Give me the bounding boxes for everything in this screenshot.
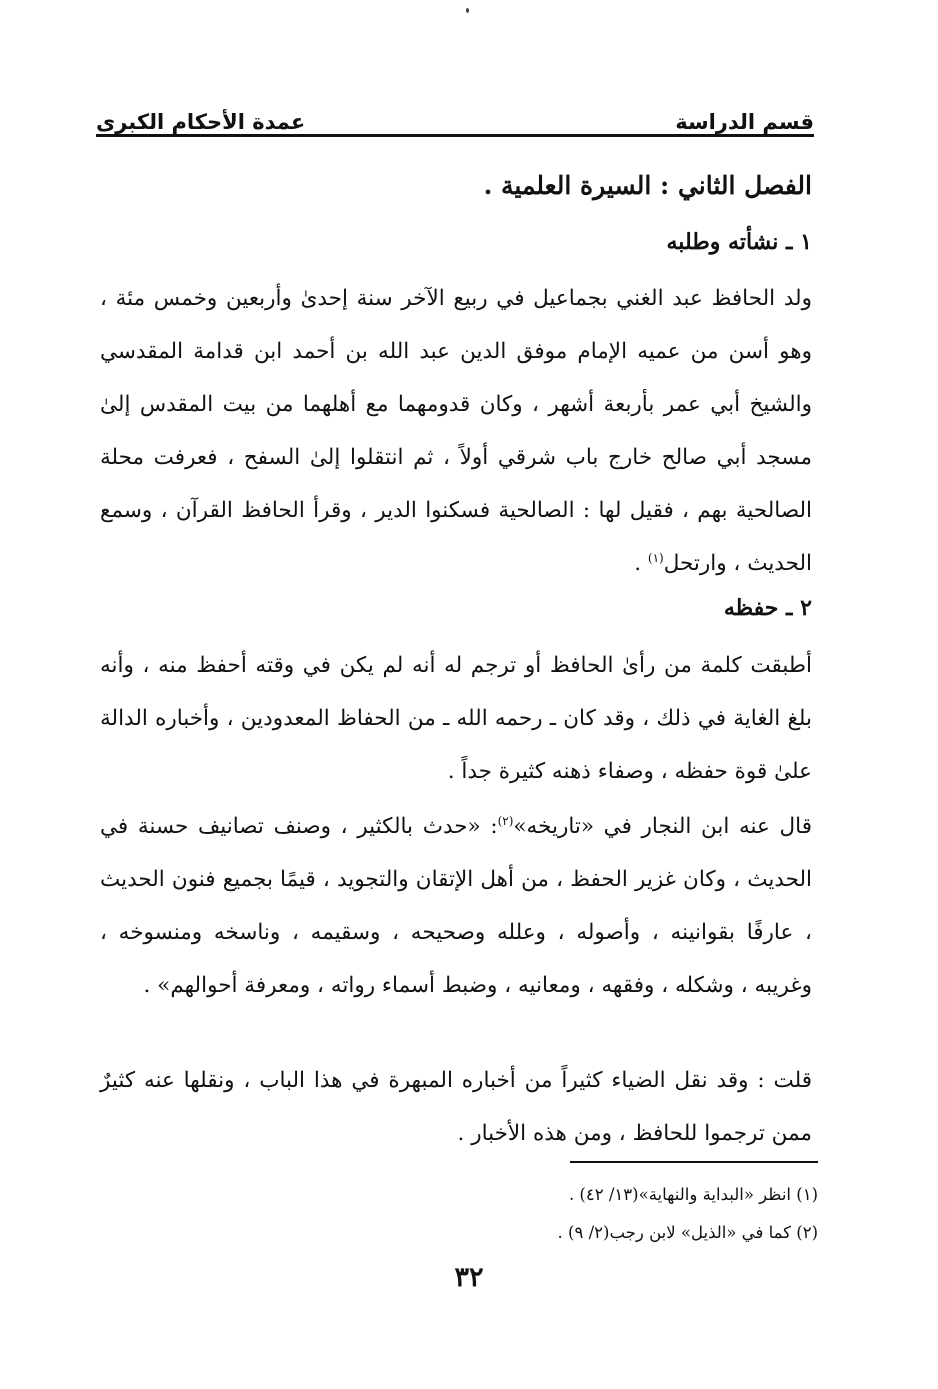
header-book-title: عمدة الأحكام الكبرى xyxy=(96,110,306,134)
page-number: ٣٢ xyxy=(454,1262,484,1293)
section-heading-upbringing: ١ ـ نشأته وطلبه xyxy=(666,229,812,255)
paragraph-end: . xyxy=(634,551,648,576)
paragraph-text: ولد الحافظ عبد الغني بجماعيل في ربيع الآخر سنة إحدىٰ وأربعين وخمس مئة ، وهو أسن من عميه الإمام موفق الدين عبد الله بن أحمد ابن قدامة المقدسي والشيخ أبي عمر بأربعة أشهر ، وكان قدومهما مع أهلهما من بيت المقدس إلىٰ مسجد أبي صالح خارج باب شرقي أولاً ، ثم انتقلوا إلىٰ السفح ، فعرفت محلة الصالحية بهم ، فقيل لها : الصالحية فسكنوا الدير ، وقرأ الحافظ القرآن ، وسمع الحديث ، وارتحل xyxy=(100,286,812,576)
header-section-title: قسم الدراسة xyxy=(675,110,814,134)
paragraph-upbringing xyxy=(100,272,812,590)
footnote-ref-1[interactable]: (١) xyxy=(647,550,664,565)
footnote-rule xyxy=(570,1161,818,1163)
chapter-title: الفصل الثاني : السيرة العلمية . xyxy=(483,171,812,200)
footnote-ref-2[interactable]: (٢) xyxy=(497,813,514,828)
section-heading-memory: ٢ ـ حفظه xyxy=(723,595,812,621)
header-rule xyxy=(96,134,814,137)
footnote-1: (١) انظر «البداية والنهاية»(١٣/ ٤٢) . xyxy=(568,1185,818,1204)
scan-mark xyxy=(466,8,469,13)
paragraph-memory-3: قلت : وقد نقل الضياء كثيراً من أخباره المبهرة في هذا الباب ، ونقلها عنه كثيرٌ ممن ترجموا للحافظ ، ومن هذه الأخبار . xyxy=(100,1068,812,1146)
paragraph-text-rest: : «حدث بالكثير ، وصنف تصانيف حسنة في الحديث ، وكان غزير الحفظ ، من أهل الإتقان والتجويد ، قيمًا بجميع فنون الحديث ، عارفًا بقوانينه ، وأصوله ، وعلله وصحيحه ، وسقيمه ، وناسخه ومنسوخه ، وغريبه ، وشكله ، وفقهه ، ومعانيه ، وضبط أسماء رواته ، ومعرفة أحوالهم» . xyxy=(100,814,812,998)
footnote-2: (٢) كما في «الذيل» لابن رجب(٢/ ٩) . xyxy=(557,1223,818,1242)
running-header xyxy=(96,98,814,134)
paragraph-text-start: قال عنه ابن النجار في «تاريخه» xyxy=(513,814,812,839)
paragraph-memory-2 xyxy=(100,800,812,1012)
paragraph-memory-1: أطبقت كلمة من رأىٰ الحافظ أو ترجم له أنه لم يكن في وقته أحفظ منه ، وأنه بلغ الغاية في ذلك ، وقد كان ـ رحمه الله ـ من الحفاظ المعدودين ، وأخباره الدالة علىٰ قوة حفظه ، وصفاء ذهنه كثيرة جداً . xyxy=(100,653,812,784)
footnotes xyxy=(100,1176,818,1252)
